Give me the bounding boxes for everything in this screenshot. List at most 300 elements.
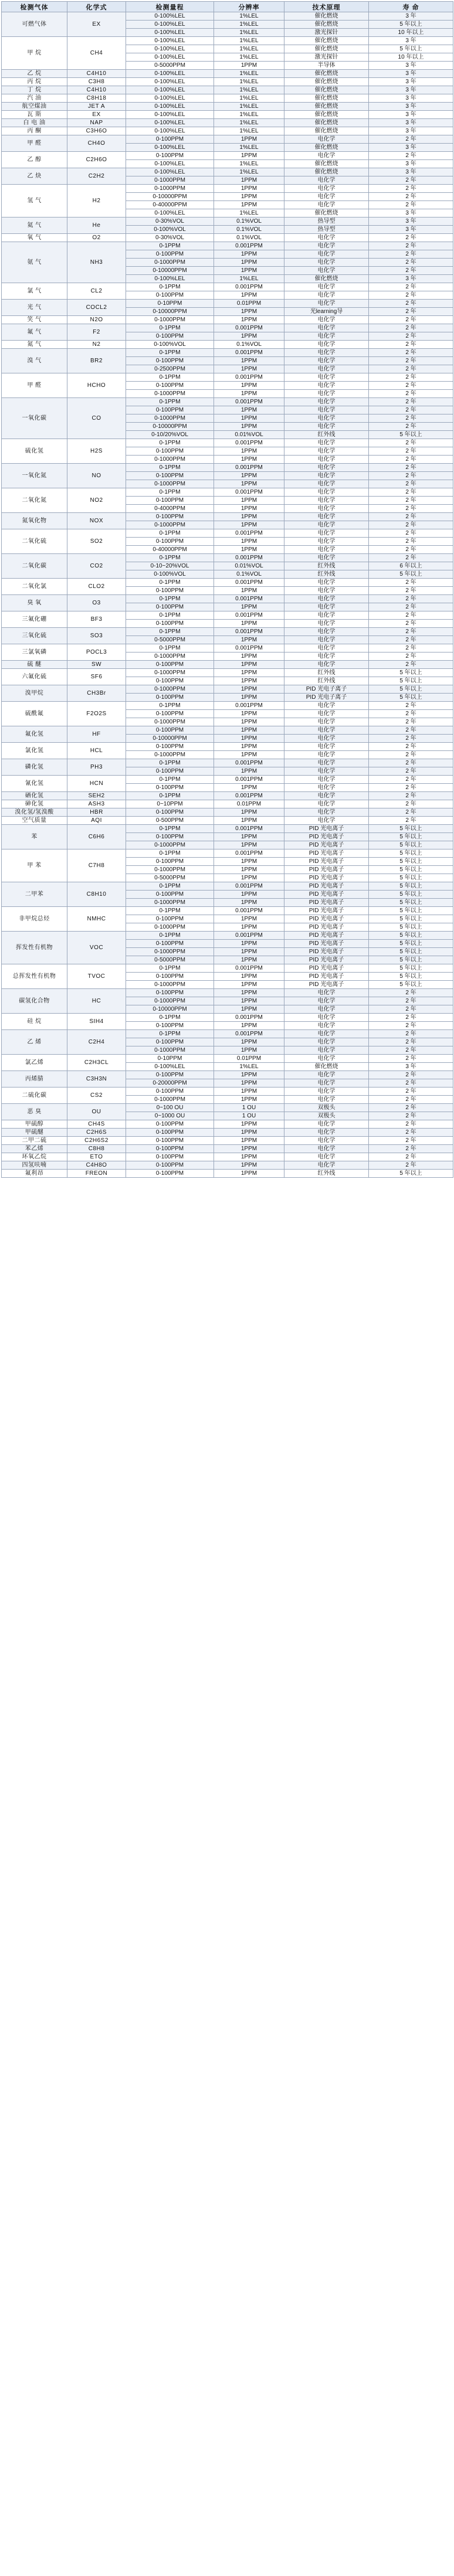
cell-gas-name: 甲 烷 [2, 37, 67, 70]
cell-technology: 电化学 [284, 464, 369, 472]
cell-resolution: 1PPM [214, 866, 284, 874]
cell-chemical-formula: ASH3 [67, 800, 126, 808]
cell-life: 2 年 [369, 1112, 453, 1120]
table-row [2, 825, 453, 833]
cell-resolution: 1PPM [214, 817, 284, 825]
cell-life: 2 年 [369, 423, 453, 431]
cell-resolution: 1PPM [214, 357, 284, 365]
table-row [2, 579, 453, 587]
cell-gas-name: 乙 炔 [2, 168, 67, 185]
cell-resolution: 1PPM [214, 751, 284, 759]
cell-resolution: 1%LEL [214, 127, 284, 135]
table-row [2, 759, 453, 767]
cell-detection-range: 0-100PPM [126, 1145, 214, 1153]
cell-technology: PID 光电离子 [284, 833, 369, 841]
cell-gas-name: 硫 醚 [2, 661, 67, 669]
cell-resolution: 1PPM [214, 308, 284, 316]
cell-technology: 电化学 [284, 743, 369, 751]
table-row [2, 127, 453, 135]
cell-technology: 红外线 [284, 677, 369, 685]
cell-life: 2 年 [369, 800, 453, 808]
cell-resolution: 1%LEL [214, 111, 284, 119]
cell-technology: 电化学 [284, 505, 369, 513]
cell-resolution: 1PPM [214, 135, 284, 144]
cell-chemical-formula: EX [67, 12, 126, 37]
cell-resolution: 1PPM [214, 513, 284, 521]
cell-life: 5 年以上 [369, 882, 453, 891]
cell-resolution: 1PPM [214, 1153, 284, 1161]
cell-technology: 电化学 [284, 1046, 369, 1055]
cell-technology: 电化学 [284, 817, 369, 825]
cell-technology: 催化燃烧 [284, 70, 369, 78]
cell-resolution: 0.001PPM [214, 439, 284, 447]
table-body [2, 12, 453, 1178]
table-row [2, 1120, 453, 1129]
cell-technology: 电化学 [284, 759, 369, 767]
cell-detection-range: 0-1PPM [126, 349, 214, 357]
cell-resolution: 1PPM [214, 1079, 284, 1088]
cell-technology: 电化学 [284, 267, 369, 275]
table-row [2, 37, 453, 45]
cell-resolution: 1PPM [214, 382, 284, 390]
cell-life: 2 年 [369, 989, 453, 997]
cell-life: 5 年以上 [369, 891, 453, 899]
cell-detection-range: 0-100PPM [126, 973, 214, 981]
table-row [2, 488, 453, 497]
cell-technology: PID 光电离子 [284, 940, 369, 948]
cell-technology: 电化学 [284, 1120, 369, 1129]
table-row [2, 743, 453, 751]
cell-gas-name: 甲硫醇 [2, 1120, 67, 1129]
cell-technology: 电化学 [284, 751, 369, 759]
cell-detection-range: 0-100PPM [126, 694, 214, 702]
cell-chemical-formula: NH3 [67, 242, 126, 283]
cell-chemical-formula: HCHO [67, 373, 126, 398]
cell-detection-range: 0-100%LEL [126, 168, 214, 176]
cell-technology: 电化学 [284, 546, 369, 554]
cell-technology: 电化学 [284, 579, 369, 587]
cell-life: 2 年 [369, 710, 453, 718]
cell-gas-name: 丙 酮 [2, 127, 67, 135]
cell-resolution: 1PPM [214, 538, 284, 546]
cell-life: 2 年 [369, 767, 453, 776]
cell-life: 5 年以上 [369, 21, 453, 29]
cell-life: 2 年 [369, 751, 453, 759]
cell-chemical-formula: TVOC [67, 964, 126, 989]
cell-resolution: 1%LEL [214, 53, 284, 62]
table-row [2, 595, 453, 603]
cell-life: 2 年 [369, 628, 453, 636]
cell-life: 2 年 [369, 234, 453, 242]
cell-resolution: 0.001PPM [214, 242, 284, 250]
cell-technology: 电化学 [284, 792, 369, 800]
cell-chemical-formula: N2 [67, 341, 126, 349]
cell-technology: 电化学 [284, 776, 369, 784]
cell-technology: 电化学 [284, 554, 369, 562]
cell-technology: 电化学 [284, 1145, 369, 1153]
cell-gas-name: 四氢呋喃 [2, 1161, 67, 1170]
cell-resolution: 1PPM [214, 685, 284, 694]
cell-life: 2 年 [369, 332, 453, 341]
cell-life: 3 年 [369, 226, 453, 234]
cell-technology: 电化学 [284, 201, 369, 209]
cell-detection-range: 0-100PPM [126, 833, 214, 841]
cell-gas-name: 三氯氧磷 [2, 644, 67, 661]
cell-chemical-formula: C4H10 [67, 70, 126, 78]
cell-life: 2 年 [369, 439, 453, 447]
cell-life: 2 年 [369, 357, 453, 365]
cell-detection-range: 0-100%VOL [126, 341, 214, 349]
cell-resolution: 1PPM [214, 891, 284, 899]
cell-detection-range: 0-100PPM [126, 915, 214, 923]
cell-detection-range: 0-100%LEL [126, 144, 214, 152]
cell-life: 2 年 [369, 579, 453, 587]
cell-technology: 电化学 [284, 373, 369, 382]
cell-technology: 电化学 [284, 1071, 369, 1079]
cell-life: 2 年 [369, 497, 453, 505]
cell-detection-range: 0-1PPM [126, 759, 214, 767]
cell-resolution: 1%LEL [214, 21, 284, 29]
cell-life: 5 年以上 [369, 948, 453, 956]
cell-chemical-formula: N2O [67, 316, 126, 324]
cell-gas-name: 空气质量 [2, 817, 67, 825]
table-row [2, 324, 453, 332]
cell-technology: 电化学 [284, 784, 369, 792]
cell-chemical-formula: NOX [67, 513, 126, 529]
cell-life: 3 年 [369, 209, 453, 218]
cell-detection-range: 0-1000PPM [126, 923, 214, 932]
cell-life: 5 年以上 [369, 841, 453, 849]
cell-chemical-formula: VOC [67, 932, 126, 964]
cell-resolution: 1PPM [214, 406, 284, 414]
cell-detection-range: 0-10000PPM [126, 1005, 214, 1014]
cell-detection-range: 0-1PPM [126, 849, 214, 858]
cell-resolution: 1PPM [214, 1005, 284, 1014]
cell-resolution: 1PPM [214, 1071, 284, 1079]
cell-detection-range: 0-1000PPM [126, 718, 214, 726]
cell-gas-name: 二氧化氯 [2, 579, 67, 595]
cell-detection-range: 0-1000PPM [126, 841, 214, 849]
cell-gas-name: 三氟化硼 [2, 611, 67, 628]
cell-life: 2 年 [369, 365, 453, 373]
cell-technology: 催化燃烧 [284, 94, 369, 103]
table-row [2, 349, 453, 357]
cell-detection-range: 0-100PPM [126, 291, 214, 300]
cell-gas-name: 可燃气体 [2, 12, 67, 37]
cell-chemical-formula: SIH4 [67, 1014, 126, 1030]
cell-life: 5 年以上 [369, 923, 453, 932]
table-row [2, 669, 453, 677]
cell-technology: 电化学 [284, 283, 369, 291]
cell-technology: 红外线 [284, 1170, 369, 1178]
cell-resolution: 1%LEL [214, 94, 284, 103]
cell-technology: 电化学 [284, 250, 369, 259]
col-header-range: 检测量程 [126, 2, 214, 12]
cell-life: 2 年 [369, 373, 453, 382]
cell-life: 3 年 [369, 103, 453, 111]
cell-detection-range: 0~1000 OU [126, 1112, 214, 1120]
table-row [2, 234, 453, 242]
cell-life: 2 年 [369, 488, 453, 497]
cell-detection-range: 0-100PPM [126, 784, 214, 792]
cell-technology: 电化学 [284, 332, 369, 341]
cell-technology: 电化学 [284, 357, 369, 365]
cell-technology: 电化学 [284, 1161, 369, 1170]
cell-resolution: 1PPM [214, 1170, 284, 1178]
cell-detection-range: 0-100PPM [126, 603, 214, 611]
cell-technology: 电化学 [284, 767, 369, 776]
cell-detection-range: 0-100PPM [126, 620, 214, 628]
cell-gas-name: 丙烯腈 [2, 1071, 67, 1088]
cell-detection-range: 0-100%VOL [126, 226, 214, 234]
cell-detection-range: 0-100PPM [126, 677, 214, 685]
cell-life: 2 年 [369, 242, 453, 250]
cell-gas-name: 甲 醛 [2, 373, 67, 398]
cell-life: 2 年 [369, 1137, 453, 1145]
table-row [2, 439, 453, 447]
cell-technology: 催化燃烧 [284, 275, 369, 283]
cell-resolution: 1PPM [214, 587, 284, 595]
cell-life: 2 年 [369, 529, 453, 538]
cell-life: 3 年 [369, 94, 453, 103]
cell-resolution: 1%LEL [214, 119, 284, 127]
cell-chemical-formula: C6H6 [67, 825, 126, 849]
table-row [2, 628, 453, 636]
cell-resolution: 1PPM [214, 1046, 284, 1055]
cell-chemical-formula: BR2 [67, 349, 126, 373]
table-header-row [2, 2, 453, 12]
cell-life: 2 年 [369, 1129, 453, 1137]
cell-gas-name: 光 气 [2, 300, 67, 316]
cell-technology: 热导型 [284, 226, 369, 234]
cell-technology: 电化学 [284, 620, 369, 628]
cell-gas-name: 氧 气 [2, 234, 67, 242]
cell-life: 2 年 [369, 316, 453, 324]
cell-chemical-formula: C2H6S2 [67, 1137, 126, 1145]
cell-technology: 电化学 [284, 636, 369, 644]
cell-resolution: 1%LEL [214, 12, 284, 21]
cell-chemical-formula: C2H6S [67, 1129, 126, 1137]
cell-life: 2 年 [369, 1161, 453, 1170]
cell-life: 3 年 [369, 78, 453, 86]
cell-detection-range: 0-10000PPM [126, 423, 214, 431]
cell-technology: PID 光电离子 [284, 915, 369, 923]
cell-detection-range: 0-100%LEL [126, 12, 214, 21]
cell-technology: 催化燃烧 [284, 160, 369, 168]
cell-resolution: 1PPM [214, 456, 284, 464]
cell-life: 3 年 [369, 86, 453, 94]
cell-chemical-formula: F2O2S [67, 702, 126, 726]
table-row [2, 168, 453, 176]
cell-detection-range: 0-1PPM [126, 595, 214, 603]
cell-technology: 电化学 [284, 1153, 369, 1161]
cell-gas-name: 甲 醛 [2, 135, 67, 152]
cell-resolution: 1PPM [214, 497, 284, 505]
cell-life: 2 年 [369, 718, 453, 726]
cell-technology: 催化燃烧 [284, 103, 369, 111]
cell-life: 2 年 [369, 341, 453, 349]
cell-resolution: 0.001PPM [214, 611, 284, 620]
cell-detection-range: 0-1000PPM [126, 653, 214, 661]
table-row [2, 103, 453, 111]
cell-detection-range: 0-10000PPM [126, 193, 214, 201]
cell-chemical-formula: HF [67, 726, 126, 743]
cell-gas-name: 氮 气 [2, 341, 67, 349]
cell-resolution: 1 OU [214, 1112, 284, 1120]
cell-life: 2 年 [369, 398, 453, 406]
cell-detection-range: 0-1PPM [126, 628, 214, 636]
cell-technology: 催化燃烧 [284, 12, 369, 21]
cell-life: 5 年以上 [369, 858, 453, 866]
cell-gas-name: 白 电 油 [2, 119, 67, 127]
cell-detection-range: 0-100PPM [126, 1071, 214, 1079]
cell-gas-name: 溴 气 [2, 349, 67, 373]
cell-chemical-formula: CH4 [67, 37, 126, 70]
cell-life: 3 年 [369, 70, 453, 78]
cell-technology: 红外线 [284, 562, 369, 570]
table-row [2, 135, 453, 144]
cell-life: 2 年 [369, 726, 453, 735]
cell-detection-range: 0-1000PPM [126, 751, 214, 759]
cell-gas-name: 二硫化碳 [2, 1088, 67, 1104]
cell-life: 5 年以上 [369, 915, 453, 923]
cell-chemical-formula: C3H8 [67, 78, 126, 86]
cell-resolution: 1PPM [214, 636, 284, 644]
cell-detection-range: 0-100%LEL [126, 70, 214, 78]
cell-resolution: 1PPM [214, 718, 284, 726]
cell-life: 2 年 [369, 776, 453, 784]
cell-detection-range: 0-5000PPM [126, 956, 214, 964]
cell-technology: 电化学 [284, 513, 369, 521]
cell-resolution: 0.001PPM [214, 529, 284, 538]
cell-resolution: 1PPM [214, 267, 284, 275]
cell-gas-name: 氰化氢 [2, 776, 67, 792]
cell-detection-range: 0-100%LEL [126, 119, 214, 127]
cell-resolution: 1PPM [214, 193, 284, 201]
cell-life: 5 年以上 [369, 1170, 453, 1178]
cell-detection-range: 0-100%LEL [126, 37, 214, 45]
cell-technology: 电化学 [284, 439, 369, 447]
cell-technology: 电化学 [284, 1096, 369, 1104]
cell-life: 10 年以上 [369, 29, 453, 37]
cell-life: 2 年 [369, 447, 453, 456]
cell-resolution: 1PPM [214, 833, 284, 841]
cell-gas-name: 丙 烷 [2, 78, 67, 86]
cell-technology: PID 光电离子 [284, 948, 369, 956]
cell-chemical-formula: C2H6O [67, 152, 126, 168]
col-header-gas: 检测气体 [2, 2, 67, 12]
cell-resolution: 0.01%VOL [214, 431, 284, 439]
table-row [2, 776, 453, 784]
cell-resolution: 1PPM [214, 841, 284, 849]
table-row [2, 661, 453, 669]
cell-life: 3 年 [369, 218, 453, 226]
cell-resolution: 1%LEL [214, 275, 284, 283]
cell-technology: 电化学 [284, 1088, 369, 1096]
cell-technology: PID 光电子离子 [284, 694, 369, 702]
cell-life: 5 年以上 [369, 866, 453, 874]
table-row [2, 373, 453, 382]
cell-resolution: 1PPM [214, 997, 284, 1005]
cell-resolution: 0.01PPM [214, 800, 284, 808]
cell-detection-range: 0-1000PPM [126, 685, 214, 694]
cell-detection-range: 0-30%VOL [126, 234, 214, 242]
cell-detection-range: 0-100PPM [126, 152, 214, 160]
cell-life: 2 年 [369, 1030, 453, 1038]
cell-detection-range: 0-2500PPM [126, 365, 214, 373]
cell-technology: 电化学 [284, 1055, 369, 1063]
cell-chemical-formula: C7H8 [67, 849, 126, 882]
cell-detection-range: 0-1PPM [126, 907, 214, 915]
cell-gas-name: 臭 氧 [2, 595, 67, 611]
cell-resolution: 0.001PPM [214, 964, 284, 973]
table-row [2, 300, 453, 308]
cell-gas-name: 二氧化硫 [2, 529, 67, 554]
cell-resolution: 0.001PPM [214, 702, 284, 710]
cell-chemical-formula: SO3 [67, 628, 126, 644]
cell-chemical-formula: H2S [67, 439, 126, 464]
cell-chemical-formula: CO [67, 398, 126, 439]
cell-technology: 光learning导 [284, 308, 369, 316]
cell-resolution: 1PPM [214, 201, 284, 209]
cell-technology: 催化燃烧 [284, 144, 369, 152]
cell-detection-range: 0-100PPM [126, 357, 214, 365]
cell-gas-name: 碳氢化合物 [2, 989, 67, 1014]
cell-resolution: 1PPM [214, 62, 284, 70]
cell-detection-range: 0-1000PPM [126, 1096, 214, 1104]
cell-technology: 催化燃烧 [284, 78, 369, 86]
cell-detection-range: 0-1000PPM [126, 390, 214, 398]
cell-life: 3 年 [369, 119, 453, 127]
cell-life: 2 年 [369, 324, 453, 332]
cell-life: 5 年以上 [369, 669, 453, 677]
cell-chemical-formula: C2H2 [67, 168, 126, 185]
cell-life: 3 年 [369, 62, 453, 70]
cell-technology: 电化学 [284, 1030, 369, 1038]
cell-detection-range: 0-1PPM [126, 1014, 214, 1022]
cell-detection-range: 0-1PPM [126, 439, 214, 447]
cell-life: 2 年 [369, 1104, 453, 1112]
cell-gas-name: 硫酰氟 [2, 702, 67, 726]
table-row [2, 283, 453, 291]
cell-detection-range: 0-1000PPM [126, 948, 214, 956]
table-row [2, 152, 453, 160]
cell-detection-range: 0-1PPM [126, 464, 214, 472]
table-row [2, 119, 453, 127]
cell-life: 5 年以上 [369, 694, 453, 702]
cell-technology: 催化燃烧 [284, 111, 369, 119]
cell-resolution: 1PPM [214, 365, 284, 373]
cell-resolution: 0.001PPM [214, 595, 284, 603]
cell-detection-range: 0-100PPM [126, 1161, 214, 1170]
table-row [2, 398, 453, 406]
cell-resolution: 1PPM [214, 291, 284, 300]
cell-technology: PID 光电离子 [284, 825, 369, 833]
cell-technology: 电化学 [284, 341, 369, 349]
cell-detection-range: 0-100PPM [126, 661, 214, 669]
cell-technology: PID 光电离子 [284, 981, 369, 989]
cell-technology: PID 光电离子 [284, 866, 369, 874]
cell-gas-name: 苯乙烯 [2, 1145, 67, 1153]
table-row [2, 513, 453, 521]
cell-technology: 电化学 [284, 447, 369, 456]
cell-detection-range: 0-10PPM [126, 300, 214, 308]
cell-life: 2 年 [369, 185, 453, 193]
cell-life: 2 年 [369, 538, 453, 546]
cell-resolution: 0.001PPM [214, 283, 284, 291]
cell-technology: 电化学 [284, 259, 369, 267]
cell-resolution: 1PPM [214, 923, 284, 932]
